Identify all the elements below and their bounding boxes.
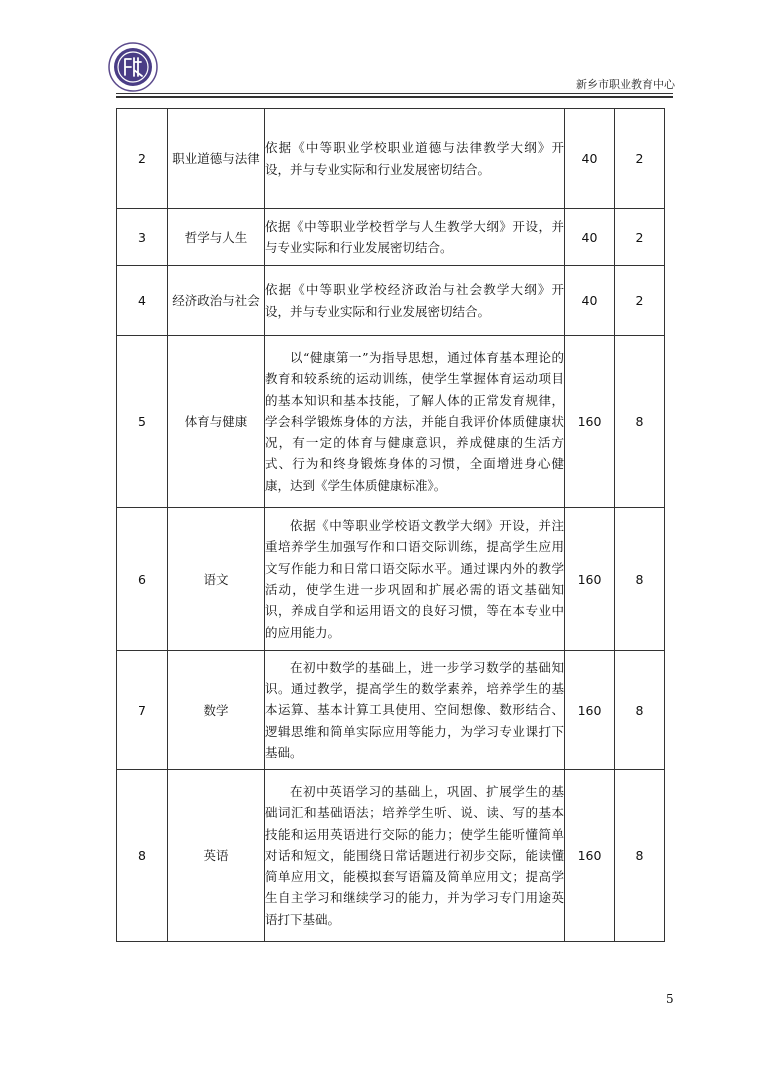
table-row bbox=[117, 770, 665, 942]
course-credits: 8 bbox=[615, 508, 665, 651]
course-credits: 8 bbox=[615, 651, 665, 770]
row-index: 3 bbox=[117, 209, 168, 266]
course-credits: 8 bbox=[615, 336, 665, 508]
table-row bbox=[117, 109, 665, 209]
course-hours: 160 bbox=[565, 336, 615, 508]
row-index: 5 bbox=[117, 336, 168, 508]
course-hours: 40 bbox=[565, 109, 615, 209]
course-name: 经济政治与社会 bbox=[168, 266, 265, 336]
course-table bbox=[116, 108, 665, 942]
course-credits: 2 bbox=[615, 209, 665, 266]
course-description: 在初中数学的基础上，进一步学习数学的基础知识。通过教学，提高学生的数学素养，培养学生的基本运算、基本计算工具使用、空间想像、数形结合、逻辑思维和简单实际应用等能力，为学习专业课打下基础。 bbox=[265, 651, 565, 770]
table-row bbox=[117, 266, 665, 336]
table-row bbox=[117, 209, 665, 266]
course-credits: 2 bbox=[615, 266, 665, 336]
course-name: 英语 bbox=[168, 770, 265, 942]
course-hours: 40 bbox=[565, 209, 615, 266]
course-hours: 160 bbox=[565, 770, 615, 942]
course-description: 在初中英语学习的基础上，巩固、扩展学生的基础词汇和基础语法；培养学生听、说、读、写的基本技能和运用英语进行交际的能力；使学生能听懂简单对话和短文，能围绕日常话题进行初步交际，能读懂简单应用文，能模拟套写语篇及简单应用文；提高学生自主学习和继续学习的能力，并为学习专门用途英语打下基础。 bbox=[265, 770, 565, 942]
course-name: 语文 bbox=[168, 508, 265, 651]
row-index: 4 bbox=[117, 266, 168, 336]
row-index: 8 bbox=[117, 770, 168, 942]
course-hours: 160 bbox=[565, 651, 615, 770]
row-index: 7 bbox=[117, 651, 168, 770]
course-description: 依据《中等职业学校经济政治与社会教学大纲》开设，并与专业实际和行业发展密切结合。 bbox=[265, 266, 565, 336]
row-index: 6 bbox=[117, 508, 168, 651]
row-index: 2 bbox=[117, 109, 168, 209]
course-hours: 40 bbox=[565, 266, 615, 336]
page-number: 5 bbox=[666, 992, 674, 1006]
course-description: 以“健康第一”为指导思想，通过体育基本理论的教育和较系统的运动训练，使学生掌握体育运动项目的基本知识和基本技能，了解人体的正常发育规律，学会科学锻炼身体的方法，并能自我评价体质健康状况，有一定的体育与健康意识，养成健康的生活方式、行为和终身锻炼身体的习惯，全面增进身心健康，达到《学生体质健康标准》。 bbox=[265, 336, 565, 508]
table-row bbox=[117, 336, 665, 508]
course-description: 依据《中等职业学校哲学与人生教学大纲》开设，并与专业实际和行业发展密切结合。 bbox=[265, 209, 565, 266]
header-rule-thick bbox=[116, 96, 673, 98]
course-credits: 2 bbox=[615, 109, 665, 209]
header-rule-thin bbox=[116, 93, 673, 94]
course-name: 哲学与人生 bbox=[168, 209, 265, 266]
course-description: 依据《中等职业学校职业道德与法律教学大纲》开设，并与专业实际和行业发展密切结合。 bbox=[265, 109, 565, 209]
table-row bbox=[117, 508, 665, 651]
course-hours: 160 bbox=[565, 508, 615, 651]
table-row bbox=[117, 651, 665, 770]
course-name: 体育与健康 bbox=[168, 336, 265, 508]
school-logo-icon bbox=[108, 42, 158, 92]
course-description: 依据《中等职业学校语文教学大纲》开设，并注重培养学生加强写作和口语交际训练，提高学生应用文写作能力和日常口语交际水平。通过课内外的教学活动，使学生进一步巩固和扩展必需的语文基础知识，养成自学和运用语文的良好习惯，等在本专业中的应用能力。 bbox=[265, 508, 565, 651]
course-credits: 8 bbox=[615, 770, 665, 942]
course-name: 数学 bbox=[168, 651, 265, 770]
organization-name: 新乡市职业教育中心 bbox=[576, 78, 675, 91]
course-name: 职业道德与法律 bbox=[168, 109, 265, 209]
